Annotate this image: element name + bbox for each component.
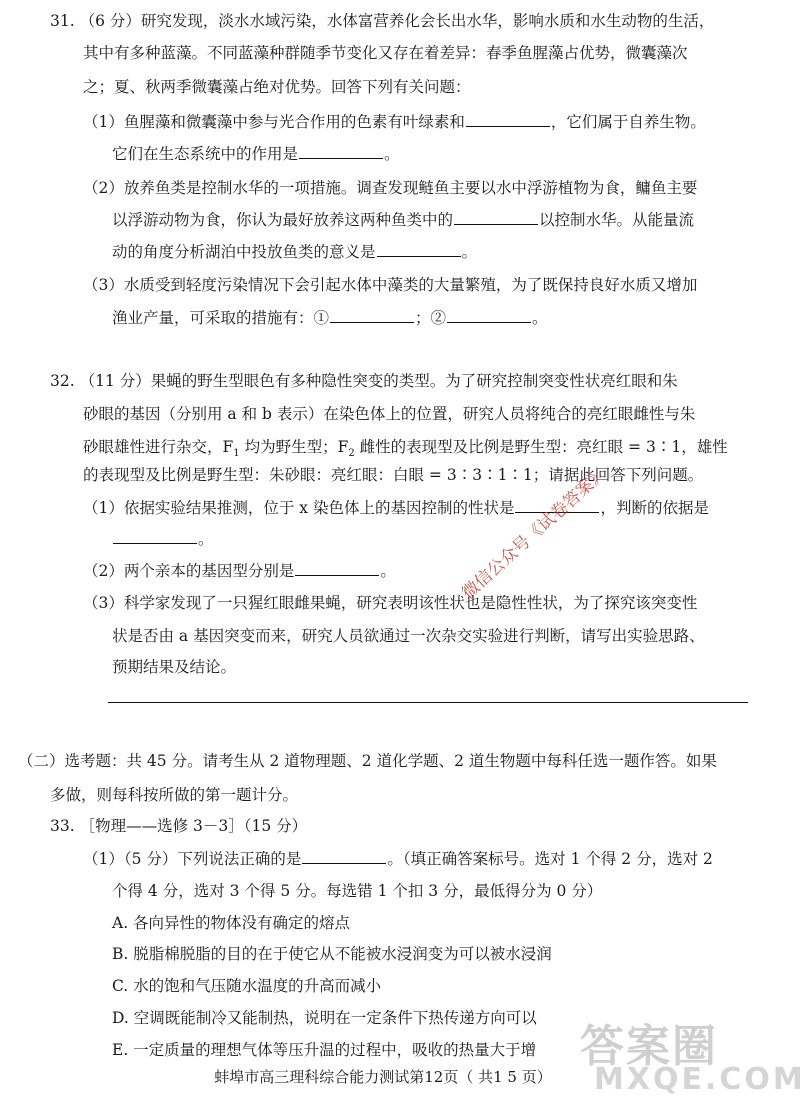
q33-part-1-text: （1）（5 分）下列说法正确的是 [83, 850, 302, 868]
answer-blank[interactable] [466, 112, 550, 127]
q32-line-1: 32. （11 分）果蝇的野生型眼色有多种隐性突变的类型。为了研究控制突变性状亮红眼和朱 [50, 372, 678, 390]
section-2-line-2: 多做，则每科按所做的第一题计分。 [50, 786, 299, 804]
q31-part-3-text-b: 渔业产量，可采取的措施有：① [112, 309, 330, 327]
q32-line-4: 的表现型及比例是野生型：朱砂眼：亮红眼：白眼 = 3∶3∶1∶1；请据此回答下列问题。 [83, 466, 704, 484]
answer-blank[interactable] [302, 849, 386, 864]
q31-part-2-text-e: 。 [461, 243, 478, 261]
option-a: A. 各向异性的物体没有确定的熔点 [112, 914, 351, 932]
q31-line-3: 之；夏、秋两季微囊藻占绝对优势。回答下列有关问题： [83, 78, 471, 96]
q31-part-1-text: （1）鱼腥藻和微囊藻中参与光合作用的色素有叶绿素和 [83, 113, 465, 131]
answer-writing-line[interactable] [108, 702, 748, 703]
option-b: B. 脱脂棉脱脂的目的在于使它从不能被水浸润变为可以被水浸润 [112, 945, 552, 963]
q32-part-2-line [83, 560, 396, 582]
page-footer: 蚌埠市高三理科综合能力测试第12页（ 共1 5 页） [214, 1068, 552, 1086]
answer-blank[interactable] [299, 144, 383, 159]
q32-part-1-line-1 [83, 497, 709, 519]
option-c: C. 水的饱和气压随水温度的升高而减小 [112, 977, 382, 995]
q31-part-1-line-2 [112, 143, 400, 165]
q32-line-3-e: 雌性的表现型及比例是野生型：亮红眼 = 3∶1，雄性 [354, 438, 728, 456]
logo-text-en: MXQE.COM [594, 1062, 806, 1097]
q31-part-1-text-c: 它们在生态系统中的作用是 [112, 145, 299, 163]
q31-part-2-line-2 [112, 209, 694, 231]
q33-title: 33. ［物理——选修 3－3］（15 分） [50, 817, 308, 835]
q31-part-2-text-c: 以控制水华。从能量流 [539, 211, 695, 229]
q32-part-1-line-2 [112, 528, 214, 550]
q31-part-2-line-1: （2）放养鱼类是控制水华的一项措施。调查发现鲢鱼主要以水中浮游植物为食，鳙鱼主要 [83, 179, 698, 197]
q31-part-2-line-3 [112, 241, 477, 263]
q33-part-1-line-2: 个得 4 分，选对 3 个得 5 分。每选错 1 个扣 3 分，最低得分为 0 分） [112, 882, 603, 900]
q31-part-1-text-d: 。 [384, 145, 400, 163]
answer-blank[interactable] [113, 529, 197, 544]
q31-part-2-text-b: 以浮游动物为食，你认为最好放养这两种鱼类中的 [112, 211, 454, 229]
q31-part-3-text-c: ；② [415, 309, 447, 327]
option-d: D. 空调既能制冷又能制热，说明在一定条件下热传递方向可以 [112, 1009, 537, 1027]
q31-part-3-line-2 [112, 307, 548, 329]
q31-part-1-line-1 [83, 111, 706, 133]
option-e: E. 一定质量的理想气体等压升温的过程中，吸收的热量大于增 [112, 1041, 537, 1059]
subscript-1: 1 [233, 448, 240, 460]
q32-part-1-text: （1）依据实验结果推测，位于 x 染色体上的基因控制的性状是 [83, 499, 515, 517]
q31-part-2-text-d: 动的角度分析湖泊中投放鱼类的意义是 [112, 243, 376, 261]
q33-part-1-line-1 [83, 848, 713, 870]
answer-blank[interactable] [447, 308, 531, 323]
answer-blank[interactable] [454, 210, 538, 225]
q32-line-3 [83, 436, 728, 465]
answer-blank[interactable] [377, 242, 461, 257]
q32-part-2-text-b: 。 [380, 562, 396, 580]
q31-line-2: 其中有多种蓝藻。不同蓝藻种群随季节变化又存在着差异：春季鱼腥藻占优势，微囊藻次 [83, 44, 688, 62]
q32-part-1-text-c: 。 [198, 530, 214, 548]
logo-text-cn: 答案圈 [580, 1021, 718, 1072]
q31-part-3-line-1: （3）水质受到轻度污染情况下会引起水体中藻类的大量繁殖，为了既保持良好水质又增加 [83, 276, 698, 294]
q31-part-1-text-b: ，它们属于自养生物。 [550, 113, 706, 131]
q32-part-3-line-2: 状是否由 a 基因突变而来，研究人员欲通过一次杂交实验进行判断，请写出实验思路、 [112, 627, 705, 645]
q32-line-2: 砂眼的基因（分别用 a 和 b 表示）在染色体上的位置，研究人员将纯合的亮红眼雌性与朱 [83, 405, 696, 423]
answer-blank[interactable] [295, 561, 379, 576]
q31-part-3-text-d: 。 [532, 309, 548, 327]
q32-line-3-a: 砂眼雄性进行杂交，F [83, 438, 234, 456]
q32-part-3-line-1: （3）科学家发现了一只猩红眼雌果蝇，研究表明该性状也是隐性性状，为了探究该突变性 [83, 594, 698, 612]
section-2-line-1: （二）选考题：共 45 分。请考生从 2 道物理题、2 道化学题、2 道生物题中每科任选一题作答。如果 [18, 752, 717, 770]
watermark-stamp: 微信公众号《试卷答案》 [458, 463, 611, 604]
q32-part-2-text: （2）两个亲本的基因型分别是 [83, 562, 295, 580]
subscript-2: 2 [348, 448, 355, 460]
answer-blank[interactable] [330, 308, 414, 323]
q32-part-3-line-3: 预期结果及结论。 [112, 658, 237, 676]
q31-line-1: 31. （6 分）研究发现，淡水水域污染，水体富营养化会长出水华，影响水质和水生动物的生活， [50, 12, 715, 30]
q32-part-1-text-b: ，判断的依据是 [600, 499, 709, 517]
q33-part-1-text-b: 。（填正确答案标号。选对 1 个得 2 分，选对 2 [387, 850, 713, 868]
q32-line-3-c: 均为野生型；F [239, 438, 349, 456]
